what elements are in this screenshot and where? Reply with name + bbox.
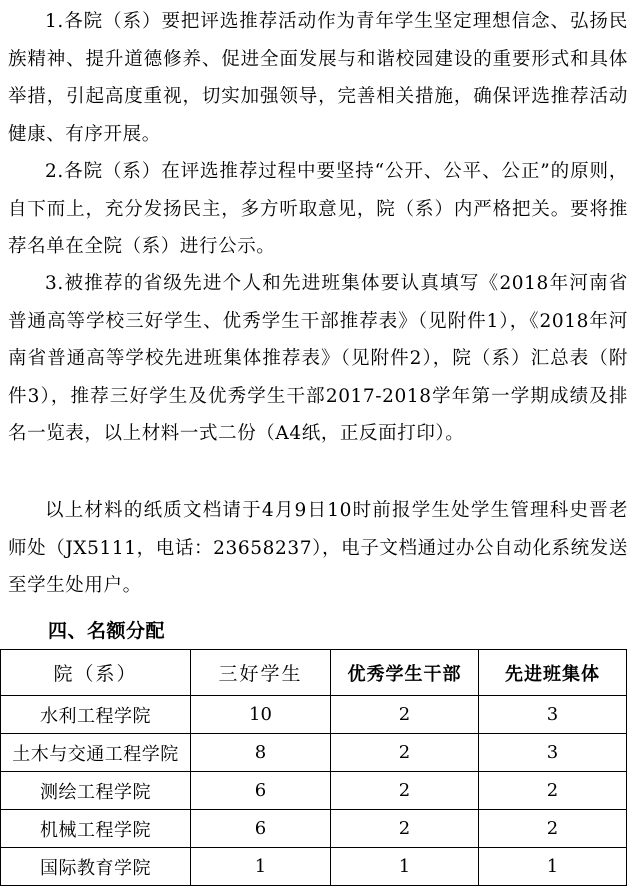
cell-outstanding-cadre: 2 <box>331 696 479 734</box>
header-department: 院（系） <box>1 650 191 696</box>
table-header-row <box>1 650 627 696</box>
cell-merit-student: 8 <box>191 734 331 772</box>
cell-department: 测绘工程学院 <box>1 772 191 810</box>
cell-merit-student: 6 <box>191 772 331 810</box>
quota-table <box>0 649 627 886</box>
cell-advanced-class: 2 <box>479 810 627 848</box>
cell-department: 土木与交通工程学院 <box>1 734 191 772</box>
header-merit-student: 三好学生 <box>191 650 331 696</box>
cell-department: 国际教育学院 <box>1 848 191 886</box>
cell-advanced-class: 1 <box>479 848 627 886</box>
table-row <box>1 772 627 810</box>
paragraph-4: 以上材料的纸质文档请于4月9日10时前报学生处学生管理科史晋老师处（JX5111，电话：23658237），电子文档通过办公自动化系统发送至学生处用户。 <box>8 500 628 596</box>
cell-department: 水利工程学院 <box>1 696 191 734</box>
cell-outstanding-cadre: 2 <box>331 734 479 772</box>
cell-outstanding-cadre: 2 <box>331 772 479 810</box>
cell-merit-student: 10 <box>191 696 331 734</box>
cell-advanced-class: 3 <box>479 696 627 734</box>
cell-department: 机械工程学院 <box>1 810 191 848</box>
table-row <box>1 734 627 772</box>
table-row <box>1 848 627 886</box>
cell-advanced-class: 2 <box>479 772 627 810</box>
cell-merit-student: 1 <box>191 848 331 886</box>
paragraph-3: 3.被推荐的省级先进个人和先进班集体要认真填写《2018年河南省普通高等学校三好学生、优秀学生干部推荐表》（见附件1），《2018年河南省普通高等学校先进班集体推荐表》（见附件2），院（系）汇总表（附件3），推荐三好学生及优秀学生干部2017-2018学年第一学期成绩及排名一览表，以上材料一式二份（A4纸，正反面打印）。 <box>8 273 628 444</box>
cell-outstanding-cadre: 2 <box>331 810 479 848</box>
cell-advanced-class: 3 <box>479 734 627 772</box>
paragraph-1: 1.各院（系）要把评选推荐活动作为青年学生坚定理想信念、弘扬民族精神、提升道德修养、促进全面发展与和谐校园建设的重要形式和具体举措，引起高度重视，切实加强领导，完善相关措施，确保评选推荐活动健康、有序开展。 <box>8 11 628 145</box>
paragraph-2: 2.各院（系）在评选推荐过程中要坚持“公开、公平、公正”的原则，自下而上，充分发扬民主，多方听取意见，院（系）内严格把关。要将推荐名单在全院（系）进行公示。 <box>8 161 628 257</box>
header-advanced-class: 先进班集体 <box>479 650 627 696</box>
table-row <box>1 696 627 734</box>
cell-merit-student: 6 <box>191 810 331 848</box>
header-outstanding-cadre: 优秀学生干部 <box>331 650 479 696</box>
table-row <box>1 810 627 848</box>
section-heading-quota: 四、名额分配 <box>48 620 166 642</box>
cell-outstanding-cadre: 1 <box>331 848 479 886</box>
